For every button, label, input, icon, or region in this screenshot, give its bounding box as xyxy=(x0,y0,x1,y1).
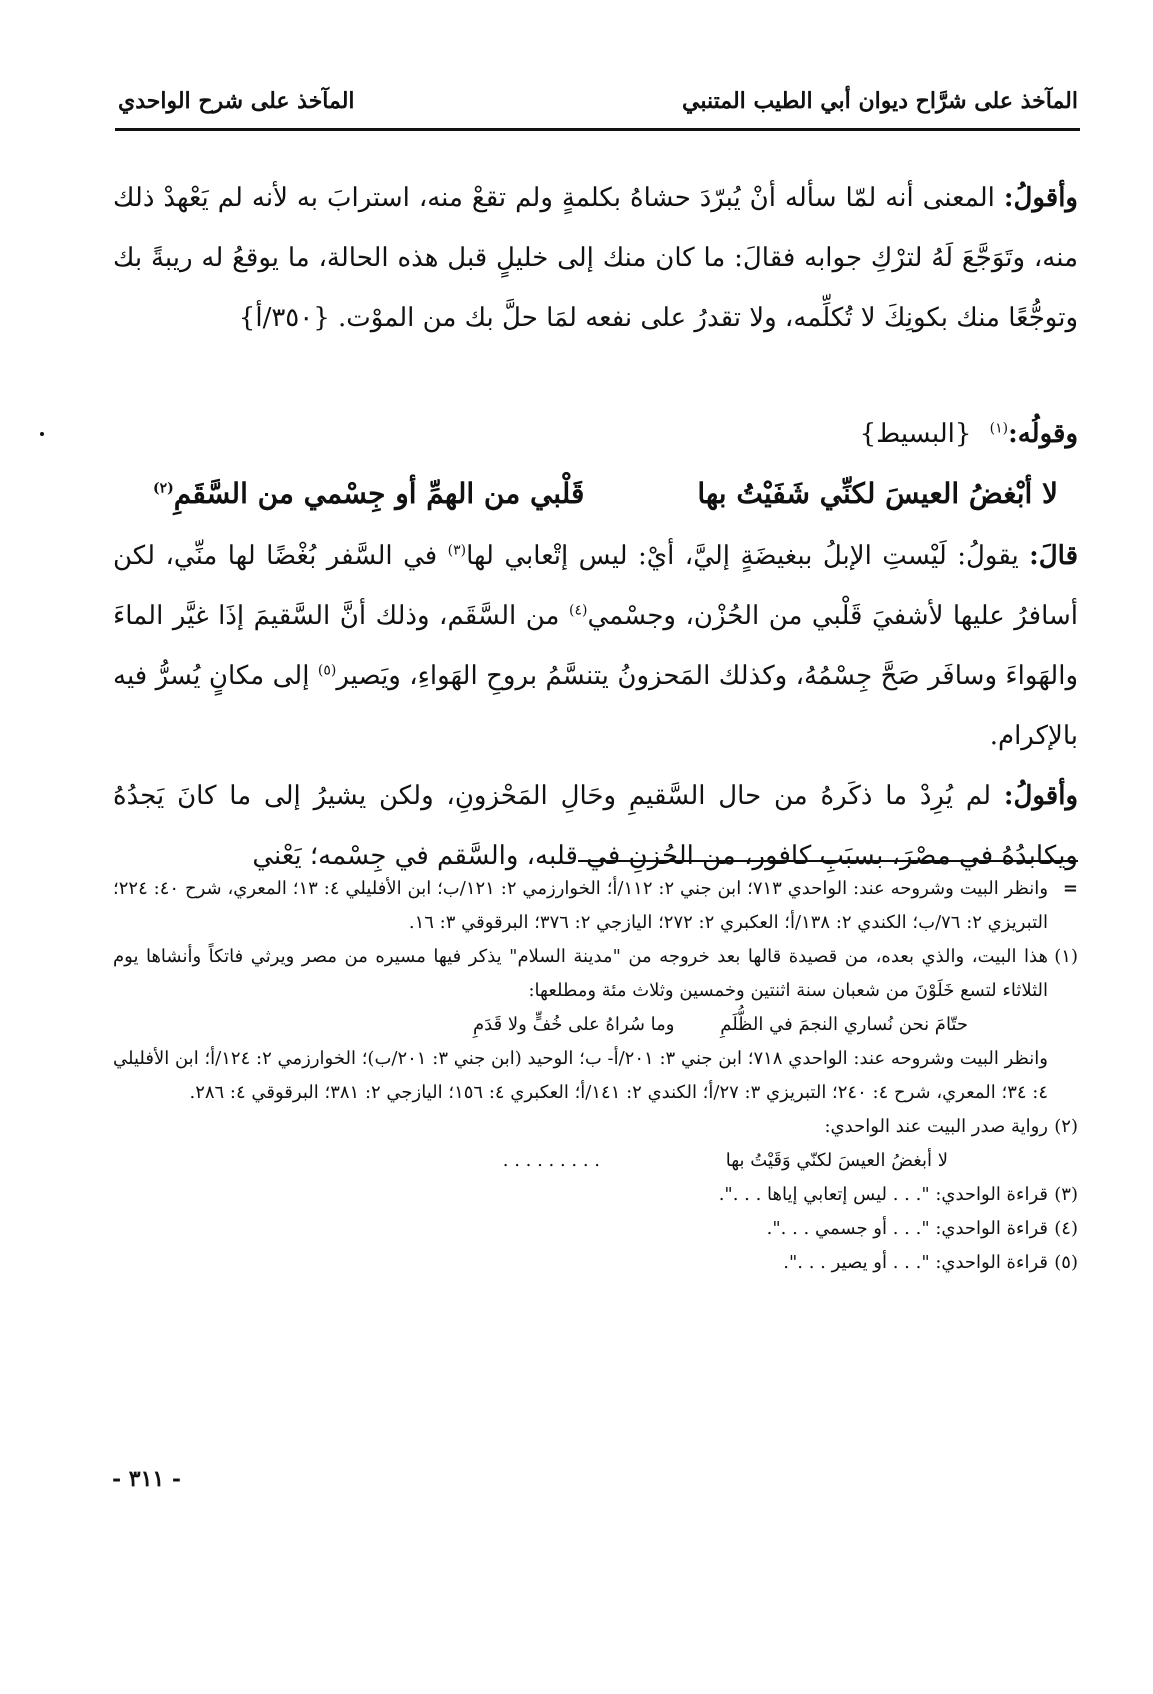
paragraph-commentary-1 xyxy=(113,168,1078,348)
verse-first-hemistich: لا أبْغضُ العيسَ لكنِّي شَفَيْتُ بها xyxy=(697,477,1058,510)
paragraph-explanation: قالَ: يقولُ: لَيْستِ الإبلُ ببغيضَةٍ إليَّ، أيْ: ليس إتْعابي لها$^{(٣)}$ في السَّفر بُغْضًا لها منِّي، لكن أسافرُ عليها لأشفيَ قَلْبي من الحُزْن، وجسْمي$^{(٤)}$ من السَّقَم، وذلك أنَّ السَّقيمَ إذَا غيَّر الماءَ والهَواءَ وسافَر صَحَّ جِسْمُهُ، وكذلك المَحزونُ يتنسَّمُ بروحِ الهَواءِ، ويَصير$^{(٥)}$ إلى مكانٍ يُسرُّ فيه بالإكرام. xyxy=(113,541,1078,751)
margin-dot xyxy=(40,432,44,436)
footnote-ref: (٢) xyxy=(153,480,174,497)
header-rule xyxy=(115,128,1080,131)
poem-verse xyxy=(153,462,1058,526)
folio-citation: {٣٥٠/أ} xyxy=(238,303,330,333)
footnote-1-quoted-verse: حتّامَ نحن نُساري النجمَ في الظُّلَمِ وما سُراهُ على خُفٍّ ولا قَدَمِ xyxy=(472,1014,968,1035)
footnote-ref: (٣) xyxy=(447,542,467,559)
footnotes xyxy=(113,872,1078,1280)
keyword-qala: قالَ: xyxy=(1029,541,1078,571)
footnote-1-references: وانظر البيت وشروحه عند: الواحدي ٧١٨؛ ابن جني ٣: ٢٠١/أ- ب؛ الوحيد (ابن جني ٣: ٢٠١/ب)؛ الخوارزمي ٢: ١٢٤/أ؛ ابن الأفليلي ٤: ٣٤؛ المعري، شرح ٤: ٢٤٠؛ التبريزي ٣: ٢٧/أ؛ الكندي ٢: ١٤١/أ؛ العكبري ٤: ١٥٦؛ اليازجي ٢: ٣٨١؛ البرقوقي ٤: ٢٨٦. xyxy=(113,1048,1048,1103)
verse-second-hemistich: قَلْبي من الهمِّ أو جِسْمي من السَّقَمِ$^{(٢)}$ xyxy=(153,477,585,510)
header-section-title: المآخذ على شرح الواحدي xyxy=(118,88,355,114)
page-number: - ٣١١ - xyxy=(112,1466,182,1492)
footnote-ref: (٤) xyxy=(568,602,588,619)
keyword-aqul: وأقولُ: xyxy=(1003,781,1079,811)
keyword-aqul: وأقولُ: xyxy=(1003,183,1078,213)
spacer xyxy=(113,348,1078,406)
footnote-ref: (٥) xyxy=(317,662,337,679)
footnote-5: (٥) قراءة الواحدي: ". . . أو يصير . . .". xyxy=(783,1252,1078,1273)
footnote-2: (٢) رواية صدر البيت عند الواحدي: xyxy=(824,1116,1078,1137)
main-text xyxy=(113,168,1078,886)
meter-label: {البسيط} xyxy=(859,419,972,449)
verse-heading xyxy=(113,406,1078,462)
footnote-separator xyxy=(578,860,1078,862)
footnote-ref: (١) xyxy=(989,420,1009,437)
keyword-qawluhu: وقولُه: xyxy=(1008,419,1078,449)
footnote-1: (١) هذا البيت، والذي بعده، من قصيدة قالها بعد خروجه من "مدينة السلام" يذكر فيها مسيره من مصر ويرثي فاتكاً وأنشاها يوم الثلاثاء لتسع خَلَوْنَ من شعبان سنة اثنتين وخمسين وثلاث مئة ومطلعها: xyxy=(113,946,1078,1001)
running-header xyxy=(118,88,1078,124)
footnote-continued: = وانظر البيت وشروحه عند: الواحدي ٧١٣؛ ابن جني ٢: ١١٢/أ؛ الخوارزمي ٢: ١٢١/ب؛ ابن الأفليلي ٤: ١٣؛ المعري، شرح ٤٠: ٢٢٤؛ التبريزي ٢: ٧٦/ب؛ الكندي ٢: ١٣٨/أ؛ العكبري ٢: ٢٧٢؛ اليازجي ٢: ٣٧٦؛ البرقوقي ٣: ١٦. xyxy=(113,878,1078,933)
paragraph-text: لم يُرِدْ ما ذكَرهُ من حال السَّقيمِ وحَالِ المَحْزونِ، ولكن يشيرُ إلى ما كانَ يَجدُهُ ويكابدُهُ في مصْرَ، بسبَبِ كافور، من الحُزنِ في قلبه، والسَّقم في جِسْمه؛ يَعْني xyxy=(113,781,1078,871)
footnote-2-quoted-verse: لا أبغضُ العيسَ لكنّي وَقَيْتُ بها . . . . . . . . . xyxy=(502,1150,948,1171)
footnote-4: (٤) قراءة الواحدي: ". . . أو جسمي . . .". xyxy=(766,1218,1078,1239)
paragraph-text: المعنى أنه لمّا سأله أنْ يُبرّدَ حشاهُ بكلمةٍ ولم تقعْ منه، استرابَ به لأنه لم يَعْهدْ ذلك منه، وتَوَجَّعَ لَهُ لترْكِ جوابه فقالَ: ما كان منك إلى خليلٍ قبل هذه الحالة، ما يوقعُ له ريبةً بك وتوجُّعًا منك بكونِكَ لا تُكلِّمه، ولا تقدرُ على نفعه لمَا حلَّ بك من الموْت. xyxy=(113,183,1078,333)
header-book-title: المآخذ على شرَّاح ديوان أبي الطيب المتنبي xyxy=(682,88,1078,114)
paragraph-commentary-2 xyxy=(113,766,1078,886)
footnote-3: (٣) قراءة الواحدي: ". . . ليس إتعابي إياها . . .". xyxy=(718,1184,1078,1205)
